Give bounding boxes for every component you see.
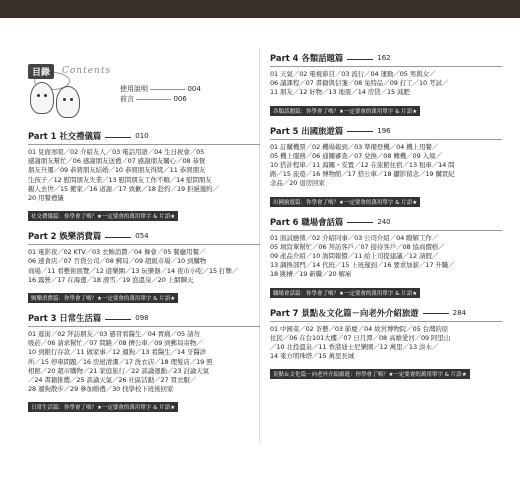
chapter-line[interactable]: 所／15 停車問題／16 房屋清潔／17 洗衣店／18 理髮店／19 照 xyxy=(28,357,213,366)
chapter-line[interactable]: ／24 書籍推薦／25 談論天氣／26 社區活動／27 買衣服／ xyxy=(28,376,197,385)
boy-illustration-icon xyxy=(56,86,80,118)
chapter-line[interactable]: 13 調換部門／14 代班／15 上班遲到／16 要求加薪／17 升職／ xyxy=(270,261,455,270)
chapter-line[interactable]: 09 產品介紹／10 詢問報價／11 給上司提建議／12 請假／ xyxy=(270,252,439,261)
part-title[interactable] xyxy=(270,125,502,140)
chapter-line[interactable]: 住民／06 在台101大樓／07 日月潭／08 高雄愛河／09 阿里山 xyxy=(270,333,451,342)
part-page: 098 xyxy=(135,314,149,323)
review-note: 各類話題篇：你學會了嗎？★一定要會的萬用單字 & 片語★ xyxy=(270,106,420,116)
leader-line xyxy=(347,59,373,60)
chapter-line[interactable]: 11 朋友／12 好物／13 地震／14 房貸／15 減肥 xyxy=(270,88,410,97)
chapter-line[interactable]: 01 電影夜／02 KTV／03 衣飾消費／04 舞會／05 餐廳用餐／ xyxy=(28,248,206,257)
toc-part xyxy=(28,312,260,413)
toc-part xyxy=(28,130,260,222)
part-page: 196 xyxy=(377,126,391,135)
chapter-line[interactable]: 28 遛狗散步／29 參加婚禮／30 找學校下班後回家 xyxy=(28,385,174,394)
part-title[interactable] xyxy=(270,307,502,322)
part-items xyxy=(270,325,502,362)
part-title-text: Part 3 日常生活篇 xyxy=(28,313,102,324)
chapter-line[interactable]: 10 到銀行存款／11 做家事／12 遛狗／13 看醫生／14 牙醫診 xyxy=(28,348,207,357)
review-note: 社交禮儀篇：你學會了嗎？★一定要會的萬用單字 & 片語★ xyxy=(28,211,178,221)
left-sections xyxy=(28,130,260,413)
chapter-line[interactable]: 01 中國菜／02 茶藝／03 節慶／04 故宮博物院／05 台灣的原 xyxy=(270,324,449,333)
chapter-line[interactable]: 感謝朋友幫忙／06 感謝朋友送禮／07 感謝朋友關心／08 恭賀 xyxy=(28,157,206,166)
part-items xyxy=(270,70,502,98)
part-items xyxy=(28,248,260,285)
part-items xyxy=(28,148,260,203)
review-note: 出國旅遊篇：你學會了嗎？★一定要會的萬用單字 & 片語★ xyxy=(270,197,420,207)
part-page: 010 xyxy=(135,132,149,140)
toc-header xyxy=(28,60,260,130)
right-page xyxy=(270,52,502,445)
part-page: 054 xyxy=(135,232,149,241)
right-sections xyxy=(270,52,502,380)
chapter-line[interactable]: 06 速食店／07 百貨公司／08 郵局／09 超級市場／10 到購物 xyxy=(28,257,207,266)
part-page: 284 xyxy=(452,308,466,317)
left-page xyxy=(28,60,260,445)
chapter-line[interactable]: 親人去世／15 搬家／16 道謝／17 致歉／18 赴約／19 拒絕邀約／ xyxy=(28,184,219,193)
part-title[interactable] xyxy=(270,216,502,231)
part-title[interactable] xyxy=(28,130,260,145)
part-title[interactable] xyxy=(270,52,502,67)
toc-part xyxy=(270,307,502,381)
part-title-text: Part 1 社交禮儀篇 xyxy=(28,131,102,141)
review-note: 娛樂消費篇：你學會了嗎？★一定要會的萬用單字 & 片語★ xyxy=(28,293,178,303)
chapter-line[interactable]: 10 搭計程車／11 海關・安置／12 在旅館住宿／13 租車／14 問 xyxy=(270,161,455,170)
part-title-text: Part 4 各類話題篇 xyxy=(270,53,344,63)
part-items xyxy=(270,143,502,189)
chapter-line[interactable]: 18 跳槽／19 新職／20 解雇 xyxy=(270,270,352,279)
chapter-line[interactable]: 念品／20 退房回家 xyxy=(270,179,325,188)
review-note: 景點＆文化篇－向老外介紹旅遊：你學會了嗎？★一定要會的萬用單字 & 片語★ xyxy=(270,369,470,379)
review-note: 日常生活篇：你學會了嗎？★一定要會的萬用單字 & 片語★ xyxy=(28,402,178,412)
part-title-text: Part 6 職場會話篇 xyxy=(270,216,344,227)
chapter-line[interactable]: 01 逛街／02 拜訪朋友／03 感冒看醫生／04 胃痛／05 請勿 xyxy=(28,330,200,339)
leader-line xyxy=(347,131,373,132)
toc-part xyxy=(270,125,502,208)
review-note: 職場會話篇：你學會了嗎？★一定要會的萬用單字 & 片語★ xyxy=(270,288,420,298)
part-title[interactable] xyxy=(28,312,260,327)
leader-line xyxy=(105,319,131,320)
chapter-line[interactable]: 相館／20 超市購物／21 家庭旅行／22 談論運動／23 討論天氣 xyxy=(28,366,209,375)
chapter-line[interactable]: 01 見面寒暄／02 介紹友人／03 電話用語／04 生日祝會／05 xyxy=(28,148,205,156)
part-items xyxy=(28,330,260,394)
chapter-line[interactable]: 路／15 旅遊／16 博物館／17 搭公車／18 攝影留念／19 購買紀 xyxy=(270,170,455,179)
part-title-text: Part 2 娛樂消費篇 xyxy=(28,231,102,242)
leader-line xyxy=(105,137,131,138)
chapter-line[interactable]: 14 東方明珠塔／15 萬里長城 xyxy=(270,352,355,361)
toc-subtitle: Contents xyxy=(62,66,112,76)
toc-part xyxy=(28,230,260,304)
chapter-line[interactable]: ／10 北投溫泉／11 香港迪士尼樂園／12 萬里／13 淡水／ xyxy=(270,343,439,352)
chapter-line[interactable]: 20 用餐禮儀 xyxy=(28,194,64,203)
leader-line xyxy=(347,222,373,223)
chapter-line[interactable]: 16 露營／17 在海邊／18 滑雪／19 泡溫泉／20 上網聊天 xyxy=(28,275,194,284)
chapter-line[interactable]: 生孩子／12 慰問朋友失業／13 慰問朋友工作不順／14 慰問朋友 xyxy=(28,175,212,184)
part-title[interactable] xyxy=(28,230,260,245)
chapter-line[interactable]: 05 機上服務／06 通關審查／07 兌換／08 轉機／09 入境／ xyxy=(270,151,442,160)
chapter-line[interactable]: 朋友升遷／09 恭賀朋友結婚／10 恭賀朋友得獎／11 恭賀朋友 xyxy=(28,166,206,175)
leader-line xyxy=(105,237,131,238)
top-banner xyxy=(0,0,520,18)
chapter-line[interactable]: 01 面試應徵／02 介紹同事／03 公司介紹／04 瞭解工作／ xyxy=(270,233,439,242)
part-page: 162 xyxy=(377,54,391,62)
toc-part xyxy=(270,216,502,299)
part-title-text: Part 7 景點＆文化篇－向老外介紹旅遊 xyxy=(270,307,419,318)
chapter-line[interactable]: 01 訂購機票／02 機場報到／03 準備登機／04 機上用餐／ xyxy=(270,142,439,151)
toc-part xyxy=(270,52,502,117)
toc-intro-item[interactable]: 使用說明 ――――― 004 xyxy=(120,85,201,93)
part-items xyxy=(270,234,502,280)
toc-intro-item[interactable]: 前言 ――――― 006 xyxy=(120,95,187,103)
part-page: 240 xyxy=(377,217,391,226)
part-title-text: Part 5 出國旅遊篇 xyxy=(270,125,344,136)
girl-illustration-icon xyxy=(30,82,54,114)
chapter-line[interactable]: 商場／11 看藝術展覽／12 遊樂園／13 玩樂器／14 夜市小吃／15 打牌／ xyxy=(28,266,239,275)
chapter-line[interactable]: 05 填寫單幫忙／06 拜訪客戶／07 接待客戶／08 協商價格／ xyxy=(270,242,445,251)
chapter-line[interactable]: 吸菸／06 請求幫忙／07 問路／08 擠公車／09 到郵局寄物／ xyxy=(28,339,203,348)
chapter-line[interactable]: 06 讀課程／07 書籍與信箋／08 兔特品／09 打工／10 考試／ xyxy=(270,79,449,88)
toc-tag: 目錄 xyxy=(28,64,54,79)
chapter-line[interactable]: 01 天氣／02 電視節目／03 流行／04 運動／05 男與女／ xyxy=(270,70,436,78)
leader-line xyxy=(423,313,449,314)
